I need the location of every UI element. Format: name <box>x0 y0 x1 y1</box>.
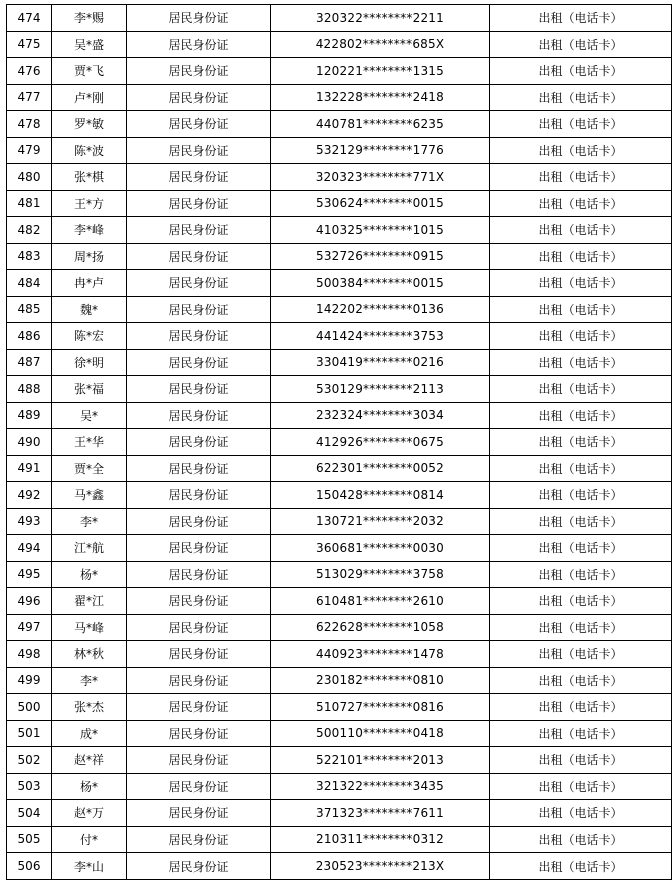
row-number: 476 <box>7 58 52 85</box>
row-number: 481 <box>7 190 52 217</box>
usage: 出租（电话卡） <box>490 376 672 403</box>
person-name: 江*航 <box>52 535 127 562</box>
row-number: 497 <box>7 614 52 641</box>
id-number: 132228********2418 <box>271 84 490 111</box>
id-type: 居民身份证 <box>127 84 271 111</box>
person-name: 马*鑫 <box>52 482 127 509</box>
id-number: 522101********2013 <box>271 747 490 774</box>
row-number: 480 <box>7 164 52 191</box>
usage: 出租（电话卡） <box>490 667 672 694</box>
usage: 出租（电话卡） <box>490 853 672 880</box>
id-number: 232324********3034 <box>271 402 490 429</box>
usage: 出租（电话卡） <box>490 217 672 244</box>
table-row <box>7 482 672 509</box>
id-number: 422802********685X <box>271 31 490 58</box>
row-number: 498 <box>7 641 52 668</box>
row-number: 490 <box>7 429 52 456</box>
row-number: 503 <box>7 773 52 800</box>
row-number: 493 <box>7 508 52 535</box>
table-row <box>7 720 672 747</box>
person-name: 李* <box>52 508 127 535</box>
id-type: 居民身份证 <box>127 667 271 694</box>
id-type: 居民身份证 <box>127 720 271 747</box>
row-number: 483 <box>7 243 52 270</box>
usage: 出租（电话卡） <box>490 243 672 270</box>
id-type: 居民身份证 <box>127 376 271 403</box>
person-name: 王*方 <box>52 190 127 217</box>
id-type: 居民身份证 <box>127 508 271 535</box>
table-row <box>7 243 672 270</box>
person-name: 魏* <box>52 296 127 323</box>
usage: 出租（电话卡） <box>490 800 672 827</box>
id-type: 居民身份证 <box>127 614 271 641</box>
id-type: 居民身份证 <box>127 826 271 853</box>
id-number: 120221********1315 <box>271 58 490 85</box>
row-number: 495 <box>7 561 52 588</box>
id-type: 居民身份证 <box>127 800 271 827</box>
table-row <box>7 217 672 244</box>
id-number: 320323********771X <box>271 164 490 191</box>
table-row <box>7 614 672 641</box>
usage: 出租（电话卡） <box>490 720 672 747</box>
usage: 出租（电话卡） <box>490 641 672 668</box>
person-name: 吴* <box>52 402 127 429</box>
row-number: 475 <box>7 31 52 58</box>
table-row <box>7 349 672 376</box>
person-name: 赵*祥 <box>52 747 127 774</box>
usage: 出租（电话卡） <box>490 31 672 58</box>
table-row <box>7 164 672 191</box>
usage: 出租（电话卡） <box>490 535 672 562</box>
row-number: 505 <box>7 826 52 853</box>
person-name: 贾*全 <box>52 455 127 482</box>
person-name: 李*峰 <box>52 217 127 244</box>
usage: 出租（电话卡） <box>490 5 672 32</box>
row-number: 485 <box>7 296 52 323</box>
usage: 出租（电话卡） <box>490 508 672 535</box>
id-number: 320322********2211 <box>271 5 490 32</box>
row-number: 482 <box>7 217 52 244</box>
person-name: 贾*飞 <box>52 58 127 85</box>
person-name: 吴*盛 <box>52 31 127 58</box>
id-type: 居民身份证 <box>127 296 271 323</box>
usage: 出租（电话卡） <box>490 111 672 138</box>
usage: 出租（电话卡） <box>490 482 672 509</box>
row-number: 478 <box>7 111 52 138</box>
table-row <box>7 111 672 138</box>
id-number: 530129********2113 <box>271 376 490 403</box>
table-row <box>7 31 672 58</box>
person-name: 张*棋 <box>52 164 127 191</box>
id-number: 440781********6235 <box>271 111 490 138</box>
usage: 出租（电话卡） <box>490 614 672 641</box>
person-name: 李*赐 <box>52 5 127 32</box>
id-type: 居民身份证 <box>127 323 271 350</box>
table-row <box>7 270 672 297</box>
row-number: 489 <box>7 402 52 429</box>
id-number: 530624********0015 <box>271 190 490 217</box>
table-row <box>7 561 672 588</box>
id-number: 230182********0810 <box>271 667 490 694</box>
id-type: 居民身份证 <box>127 429 271 456</box>
table-row <box>7 641 672 668</box>
row-number: 487 <box>7 349 52 376</box>
table-row <box>7 826 672 853</box>
id-type: 居民身份证 <box>127 164 271 191</box>
usage: 出租（电话卡） <box>490 190 672 217</box>
table-row <box>7 429 672 456</box>
table-row <box>7 137 672 164</box>
id-type: 居民身份证 <box>127 137 271 164</box>
table-row <box>7 5 672 32</box>
row-number: 474 <box>7 5 52 32</box>
row-number: 502 <box>7 747 52 774</box>
table-row <box>7 800 672 827</box>
id-number: 532129********1776 <box>271 137 490 164</box>
id-number: 500110********0418 <box>271 720 490 747</box>
person-name: 王*华 <box>52 429 127 456</box>
id-number: 210311********0312 <box>271 826 490 853</box>
person-name: 张*福 <box>52 376 127 403</box>
id-type: 居民身份证 <box>127 31 271 58</box>
usage: 出租（电话卡） <box>490 349 672 376</box>
id-number: 513029********3758 <box>271 561 490 588</box>
person-name: 成* <box>52 720 127 747</box>
id-type: 居民身份证 <box>127 217 271 244</box>
id-number: 412926********0675 <box>271 429 490 456</box>
record-table-body <box>7 5 672 880</box>
id-type: 居民身份证 <box>127 349 271 376</box>
usage: 出租（电话卡） <box>490 455 672 482</box>
record-table <box>6 4 672 880</box>
table-row <box>7 508 672 535</box>
usage: 出租（电话卡） <box>490 826 672 853</box>
row-number: 496 <box>7 588 52 615</box>
id-type: 居民身份证 <box>127 5 271 32</box>
person-name: 付* <box>52 826 127 853</box>
id-number: 150428********0814 <box>271 482 490 509</box>
table-row <box>7 747 672 774</box>
row-number: 491 <box>7 455 52 482</box>
table-row <box>7 376 672 403</box>
id-number: 321322********3435 <box>271 773 490 800</box>
row-number: 479 <box>7 137 52 164</box>
person-name: 冉*卢 <box>52 270 127 297</box>
id-type: 居民身份证 <box>127 694 271 721</box>
table-row <box>7 588 672 615</box>
id-number: 441424********3753 <box>271 323 490 350</box>
row-number: 500 <box>7 694 52 721</box>
person-name: 卢*刚 <box>52 84 127 111</box>
usage: 出租（电话卡） <box>490 296 672 323</box>
row-number: 477 <box>7 84 52 111</box>
usage: 出租（电话卡） <box>490 429 672 456</box>
table-row <box>7 323 672 350</box>
row-number: 486 <box>7 323 52 350</box>
id-type: 居民身份证 <box>127 455 271 482</box>
row-number: 494 <box>7 535 52 562</box>
table-row <box>7 667 672 694</box>
table-row <box>7 402 672 429</box>
row-number: 501 <box>7 720 52 747</box>
table-row <box>7 296 672 323</box>
id-number: 622628********1058 <box>271 614 490 641</box>
usage: 出租（电话卡） <box>490 402 672 429</box>
id-type: 居民身份证 <box>127 773 271 800</box>
person-name: 杨* <box>52 773 127 800</box>
person-name: 陈*宏 <box>52 323 127 350</box>
person-name: 罗*敏 <box>52 111 127 138</box>
id-number: 142202********0136 <box>271 296 490 323</box>
id-type: 居民身份证 <box>127 111 271 138</box>
id-type: 居民身份证 <box>127 58 271 85</box>
id-number: 410325********1015 <box>271 217 490 244</box>
id-type: 居民身份证 <box>127 641 271 668</box>
row-number: 492 <box>7 482 52 509</box>
row-number: 504 <box>7 800 52 827</box>
person-name: 马*峰 <box>52 614 127 641</box>
id-type: 居民身份证 <box>127 535 271 562</box>
table-row <box>7 535 672 562</box>
row-number: 484 <box>7 270 52 297</box>
table-row <box>7 58 672 85</box>
person-name: 杨* <box>52 561 127 588</box>
id-type: 居民身份证 <box>127 243 271 270</box>
usage: 出租（电话卡） <box>490 84 672 111</box>
id-type: 居民身份证 <box>127 747 271 774</box>
id-number: 500384********0015 <box>271 270 490 297</box>
person-name: 赵*万 <box>52 800 127 827</box>
row-number: 499 <box>7 667 52 694</box>
id-type: 居民身份证 <box>127 402 271 429</box>
table-row <box>7 84 672 111</box>
usage: 出租（电话卡） <box>490 164 672 191</box>
id-number: 532726********0915 <box>271 243 490 270</box>
person-name: 周*扬 <box>52 243 127 270</box>
usage: 出租（电话卡） <box>490 561 672 588</box>
table-row <box>7 773 672 800</box>
id-number: 130721********2032 <box>271 508 490 535</box>
table-row <box>7 190 672 217</box>
id-type: 居民身份证 <box>127 561 271 588</box>
usage: 出租（电话卡） <box>490 323 672 350</box>
id-number: 360681********0030 <box>271 535 490 562</box>
id-type: 居民身份证 <box>127 270 271 297</box>
usage: 出租（电话卡） <box>490 694 672 721</box>
usage: 出租（电话卡） <box>490 747 672 774</box>
usage: 出租（电话卡） <box>490 588 672 615</box>
id-type: 居民身份证 <box>127 853 271 880</box>
person-name: 李*山 <box>52 853 127 880</box>
table-row <box>7 455 672 482</box>
id-number: 230523********213X <box>271 853 490 880</box>
person-name: 徐*明 <box>52 349 127 376</box>
row-number: 506 <box>7 853 52 880</box>
usage: 出租（电话卡） <box>490 58 672 85</box>
person-name: 翟*江 <box>52 588 127 615</box>
person-name: 林*秋 <box>52 641 127 668</box>
id-number: 440923********1478 <box>271 641 490 668</box>
person-name: 陈*波 <box>52 137 127 164</box>
person-name: 李* <box>52 667 127 694</box>
row-number: 488 <box>7 376 52 403</box>
person-name: 张*杰 <box>52 694 127 721</box>
table-row <box>7 853 672 880</box>
id-number: 610481********2610 <box>271 588 490 615</box>
usage: 出租（电话卡） <box>490 773 672 800</box>
id-type: 居民身份证 <box>127 190 271 217</box>
table-row <box>7 694 672 721</box>
id-number: 622301********0052 <box>271 455 490 482</box>
usage: 出租（电话卡） <box>490 137 672 164</box>
id-number: 330419********0216 <box>271 349 490 376</box>
usage: 出租（电话卡） <box>490 270 672 297</box>
id-number: 371323********7611 <box>271 800 490 827</box>
id-type: 居民身份证 <box>127 588 271 615</box>
id-number: 510727********0816 <box>271 694 490 721</box>
id-type: 居民身份证 <box>127 482 271 509</box>
